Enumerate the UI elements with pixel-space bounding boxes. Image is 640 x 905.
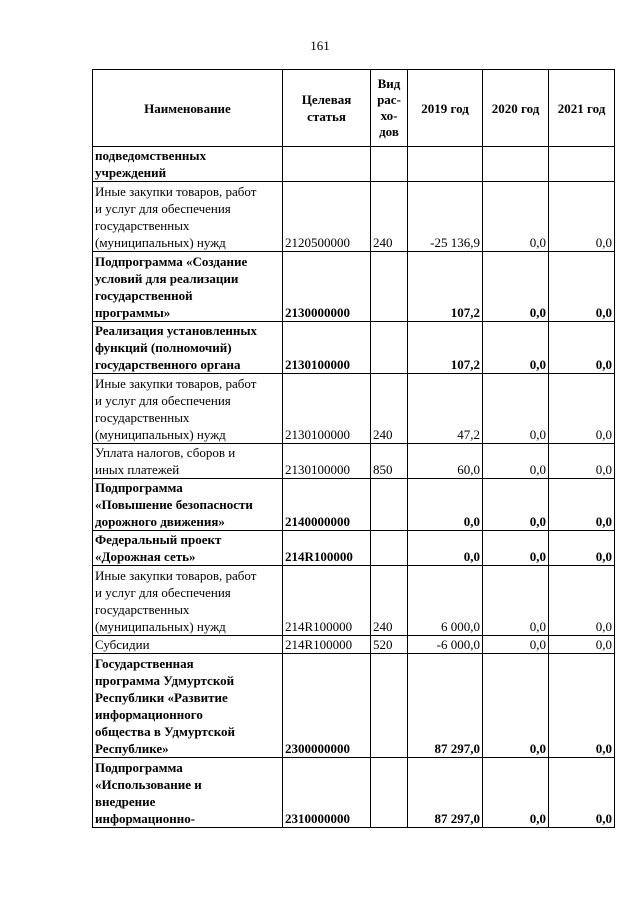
row-expense-type: 520 bbox=[371, 636, 408, 654]
table-row bbox=[93, 758, 615, 828]
row-value-2020 bbox=[483, 147, 549, 182]
row-expense-type bbox=[371, 252, 408, 322]
row-expense-type bbox=[371, 322, 408, 374]
row-value-2020: 0,0 bbox=[483, 479, 549, 531]
table-row bbox=[93, 182, 615, 252]
row-name: Иные закупки товаров, работ и услуг для обеспечения государственных (муниципальных) нужд bbox=[93, 182, 283, 252]
row-value-2021: 0,0 bbox=[549, 758, 615, 828]
row-value-2020: 0,0 bbox=[483, 374, 549, 444]
row-name: Субсидии bbox=[93, 636, 283, 654]
row-value-2020: 0,0 bbox=[483, 654, 549, 758]
row-value-2019: -25 136,9 bbox=[408, 182, 483, 252]
row-target-article: 2310000000 bbox=[283, 758, 371, 828]
row-value-2019: -6 000,0 bbox=[408, 636, 483, 654]
row-value-2019: 107,2 bbox=[408, 252, 483, 322]
row-name: Государственная программа Удмуртской Республики «Развитие информационного общества в Удмуртской Республике» bbox=[93, 654, 283, 758]
row-value-2021: 0,0 bbox=[549, 479, 615, 531]
table-row bbox=[93, 636, 615, 654]
table-row bbox=[93, 566, 615, 636]
row-target-article: 2130100000 bbox=[283, 322, 371, 374]
table-row bbox=[93, 444, 615, 479]
row-value-2019: 87 297,0 bbox=[408, 654, 483, 758]
row-name: Уплата налогов, сборов и иных платежей bbox=[93, 444, 283, 479]
row-value-2020: 0,0 bbox=[483, 636, 549, 654]
row-value-2019 bbox=[408, 147, 483, 182]
row-target-article: 2300000000 bbox=[283, 654, 371, 758]
row-value-2020: 0,0 bbox=[483, 252, 549, 322]
row-target-article: 2130100000 bbox=[283, 374, 371, 444]
table-header-row bbox=[93, 70, 615, 147]
row-value-2021: 0,0 bbox=[549, 531, 615, 566]
row-value-2021: 0,0 bbox=[549, 654, 615, 758]
row-target-article bbox=[283, 147, 371, 182]
row-value-2021: 0,0 bbox=[549, 182, 615, 252]
row-target-article: 214R100000 bbox=[283, 636, 371, 654]
row-value-2020: 0,0 bbox=[483, 444, 549, 479]
row-value-2021: 0,0 bbox=[549, 636, 615, 654]
header-target-article: Целевая статья bbox=[283, 70, 371, 147]
header-name: Наименование bbox=[93, 70, 283, 147]
row-name: Подпрограмма «Создание условий для реализации государственной программы» bbox=[93, 252, 283, 322]
row-value-2019: 47,2 bbox=[408, 374, 483, 444]
row-name: Федеральный проект «Дорожная сеть» bbox=[93, 531, 283, 566]
header-2020: 2020 год bbox=[483, 70, 549, 147]
row-value-2020: 0,0 bbox=[483, 531, 549, 566]
row-value-2020: 0,0 bbox=[483, 566, 549, 636]
row-target-article: 2130100000 bbox=[283, 444, 371, 479]
row-name: Иные закупки товаров, работ и услуг для обеспечения государственных (муниципальных) нужд bbox=[93, 374, 283, 444]
row-value-2019: 107,2 bbox=[408, 322, 483, 374]
row-target-article: 2120500000 bbox=[283, 182, 371, 252]
budget-table bbox=[92, 69, 615, 828]
row-value-2019: 60,0 bbox=[408, 444, 483, 479]
row-value-2021: 0,0 bbox=[549, 566, 615, 636]
row-expense-type bbox=[371, 758, 408, 828]
row-value-2019: 87 297,0 bbox=[408, 758, 483, 828]
row-value-2020: 0,0 bbox=[483, 758, 549, 828]
header-2019: 2019 год bbox=[408, 70, 483, 147]
row-value-2020: 0,0 bbox=[483, 182, 549, 252]
row-value-2019: 0,0 bbox=[408, 479, 483, 531]
row-expense-type bbox=[371, 654, 408, 758]
table-row bbox=[93, 252, 615, 322]
row-name: Подпрограмма «Использование и внедрение информационно- bbox=[93, 758, 283, 828]
row-expense-type: 850 bbox=[371, 444, 408, 479]
row-name: подведомственных учреждений bbox=[93, 147, 283, 182]
row-target-article: 2130000000 bbox=[283, 252, 371, 322]
row-value-2021 bbox=[549, 147, 615, 182]
table-row bbox=[93, 654, 615, 758]
row-target-article: 214R100000 bbox=[283, 566, 371, 636]
header-expense-type: Вид рас- хо- дов bbox=[371, 70, 408, 147]
table-row bbox=[93, 531, 615, 566]
row-value-2021: 0,0 bbox=[549, 322, 615, 374]
row-expense-type bbox=[371, 147, 408, 182]
page-number: 161 bbox=[310, 38, 330, 53]
table-row bbox=[93, 322, 615, 374]
row-value-2019: 0,0 bbox=[408, 531, 483, 566]
row-name: Подпрограмма «Повышение безопасности дорожного движения» bbox=[93, 479, 283, 531]
row-expense-type: 240 bbox=[371, 374, 408, 444]
row-value-2019: 6 000,0 bbox=[408, 566, 483, 636]
row-value-2020: 0,0 bbox=[483, 322, 549, 374]
row-target-article: 214R100000 bbox=[283, 531, 371, 566]
table-row bbox=[93, 147, 615, 182]
row-expense-type: 240 bbox=[371, 182, 408, 252]
row-value-2021: 0,0 bbox=[549, 252, 615, 322]
row-expense-type bbox=[371, 531, 408, 566]
row-expense-type: 240 bbox=[371, 566, 408, 636]
row-value-2021: 0,0 bbox=[549, 374, 615, 444]
table-row bbox=[93, 479, 615, 531]
row-name: Реализация установленных функций (полномочий) государственного органа bbox=[93, 322, 283, 374]
table-row bbox=[93, 374, 615, 444]
header-2021: 2021 год bbox=[549, 70, 615, 147]
row-target-article: 2140000000 bbox=[283, 479, 371, 531]
row-expense-type bbox=[371, 479, 408, 531]
row-name: Иные закупки товаров, работ и услуг для обеспечения государственных (муниципальных) нужд bbox=[93, 566, 283, 636]
row-value-2021: 0,0 bbox=[549, 444, 615, 479]
